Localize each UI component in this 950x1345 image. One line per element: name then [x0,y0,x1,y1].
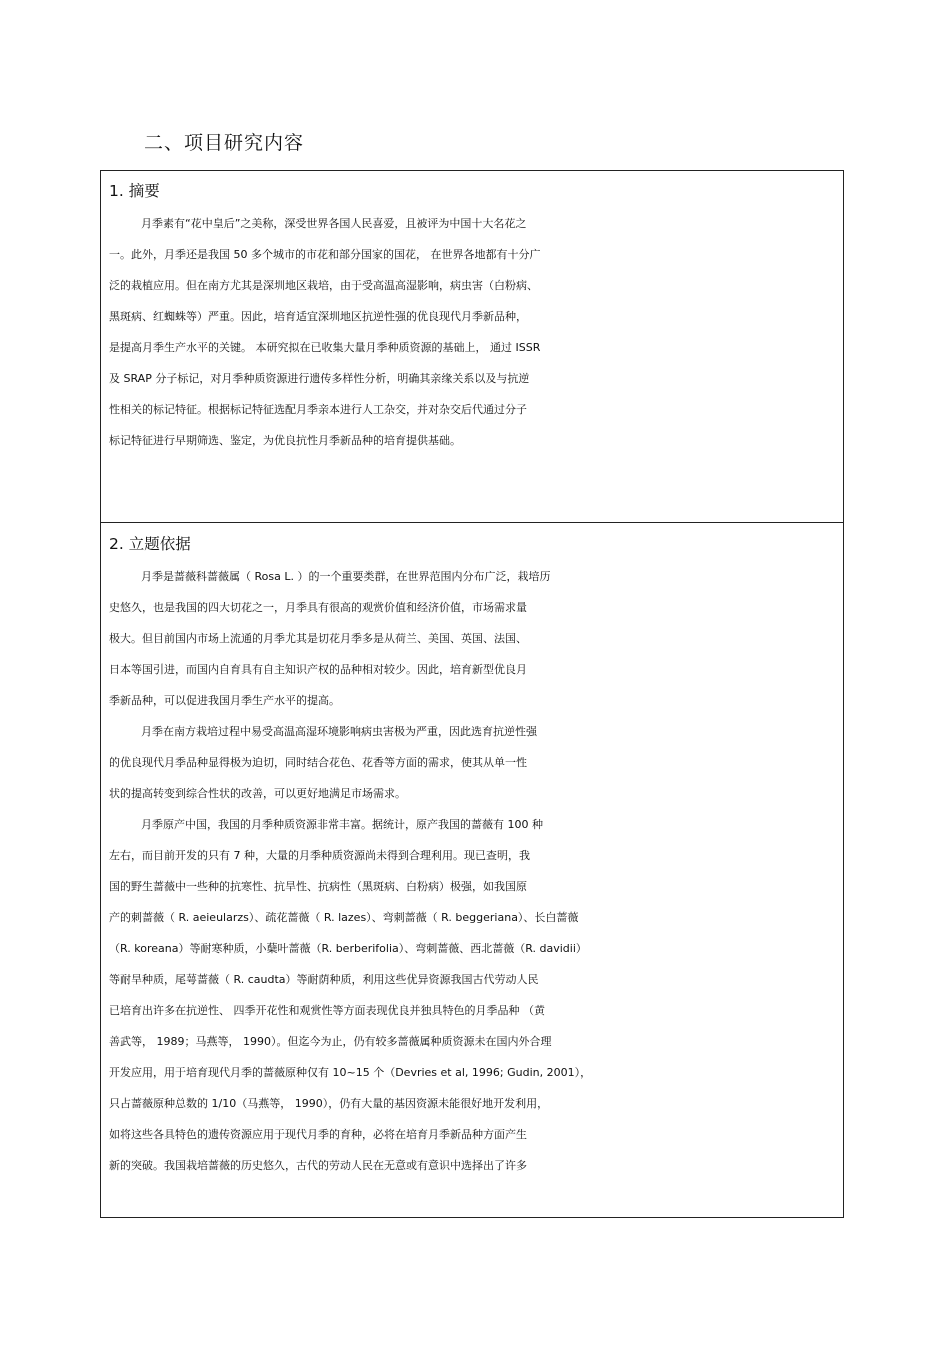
basis-p3-line: 已培育出许多在抗逆性、 四季开花性和观赏性等方面表现优良并独具特色的月季品种 （黄 [109,1004,545,1017]
basis-p3-line: 善武等， 1989；马燕等， 1990）。但迄今为止，仍有较多蔷薇属种质资源未在国内外合理 [109,1035,552,1048]
basis-p1-line: 极大。但目前国内市场上流通的月季尤其是切花月季多是从荷兰、美国、英国、法国、 [109,632,527,645]
basis-p1-line: 日本等国引进，而国内自育具有自主知识产权的品种相对较少。因此，培育新型优良月 [109,663,527,676]
basis-p3-line: 产的刺蔷薇（ R. aeieularzs）、疏花蔷薇（ R. lazes）、弯刺蔷薇（ R. beggeriana）、长白蔷薇 [109,911,579,924]
basis-p2-line: 状的提高转变到综合性状的改善，可以更好地满足市场需求。 [109,787,406,800]
basis-p1-line: 季新品种，可以促进我国月季生产水平的提高。 [109,694,340,707]
abstract-line: 泛的栽植应用。但在南方尤其是深圳地区栽培，由于受高温高湿影响，病虫害（白粉病、 [109,279,538,292]
basis-p3-line: 等耐旱种质，尾萼蔷薇（ R. caudta）等耐荫种质，利用这些优异资源我国古代劳动人民 [109,973,539,986]
content-table [100,170,844,1218]
section-title: 二、项目研究内容 [144,132,305,154]
abstract-line: 一。此外，月季还是我国 50 多个城市的市花和部分国家的国花， 在世界各地都有十分广 [109,248,541,261]
basis-p3-line: 只占蔷薇原种总数的 1/10（马燕等， 1990），仍有大量的基因资源未能很好地开发利用， [109,1097,549,1110]
basis-p2-line: 的优良现代月季品种显得极为迫切，同时结合花色、花香等方面的需求，使其从单一性 [109,756,527,769]
basis-p3-line: 新的突破。我国栽培蔷薇的历史悠久，古代的劳动人民在无意或有意识中选择出了许多 [109,1159,527,1172]
basis-p3-line: 左右，而目前开发的只有 7 种，大量的月季种质资源尚未得到合理利用。现已查明，我 [109,849,530,862]
basis-p3-line: （R. koreana）等耐寒种质，小蘖叶蔷薇（R. berberifolia）、弯刺蔷薇、西北蔷薇（R. davidii） [109,942,587,955]
abstract-line: 性相关的标记特征。根据标记特征选配月季亲本进行人工杂交，并对杂交后代通过分子 [109,403,527,416]
abstract-heading: 1. 摘要 [109,182,160,200]
basis-p3-line: 如将这些各具特色的遗传资源应用于现代月季的育种，必将在培育月季新品种方面产生 [109,1128,527,1141]
basis-p2-line: 月季在南方栽培过程中易受高温高湿环境影响病虫害极为严重，因此选育抗逆性强 [141,725,537,738]
basis-section [109,527,843,1181]
abstract-section [109,174,843,456]
table-divider [101,522,843,523]
abstract-line: 标记特征进行早期筛选、鉴定，为优良抗性月季新品种的培育提供基础。 [109,434,461,447]
abstract-line: 月季素有“花中皇后”之美称，深受世界各国人民喜爱，且被评为中国十大名花之 [141,217,527,230]
basis-heading: 2. 立题依据 [109,535,191,553]
abstract-line: 是提高月季生产水平的关键。 本研究拟在已收集大量月季种质资源的基础上， 通过 ISSR [109,341,541,354]
basis-p3-line: 国的野生蔷薇中一些种的抗寒性、抗旱性、抗病性（黑斑病、白粉病）极强，如我国原 [109,880,527,893]
basis-p3-line: 开发应用，用于培育现代月季的蔷薇原种仅有 10~15 个（Devries et al, 1996; Gudin, 2001）， [109,1066,592,1079]
basis-p3-line: 月季原产中国，我国的月季种质资源非常丰富。据统计，原产我国的蔷薇有 100 种 [141,818,543,831]
abstract-line: 及 SRAP 分子标记，对月季种质资源进行遗传多样性分析，明确其亲缘关系以及与抗逆 [109,372,530,385]
basis-p1-line: 史悠久，也是我国的四大切花之一，月季具有很高的观赏价值和经济价值，市场需求量 [109,601,527,614]
basis-p1-line: 月季是蔷薇科蔷薇属（ Rosa L. ）的一个重要类群，在世界范围内分布广泛，栽培历 [141,570,551,583]
abstract-line: 黑斑病、红蜘蛛等）严重。因此，培育适宜深圳地区抗逆性强的优良现代月季新品种， [109,310,527,323]
